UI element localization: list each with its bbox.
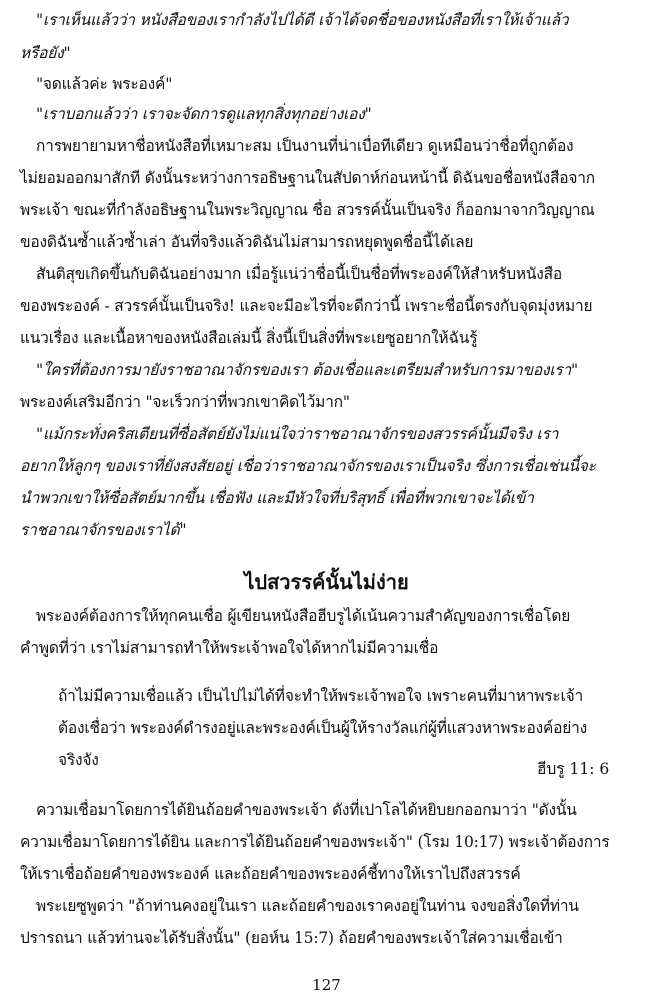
body-line: ของพระองค์ - สวรรค์นั้นเป็นจริง! และจะมีอะไรที่จะดีกว่านี้ เพราะชื่อนี้ตรงกับจุดมุ่งหมาย <box>20 297 593 315</box>
body-line: แนวเรื่อง และเนื้อหาของหนังสือเล่มนี้ สิ่งนี้เป็นสิ่งที่พระเยซูอยากให้ฉันรู้ <box>20 329 478 347</box>
body-line: คำพูดที่ว่า เราไม่สามารถทำให้พระเจ้าพอใจได้หากไม่มีความเชื่อ <box>20 639 439 657</box>
body-line: พระองค์ต้องการให้ทุกคนเชื่อ ผู้เขียนหนังสือฮีบรูได้เน้นความสำคัญของการเชื่อโดย <box>36 607 571 625</box>
body-line: พระเยซูพูดว่า "ถ้าท่านคงอยู่ในเรา และถ้อยคำของเราคงอยู่ในท่าน จงขอสิ่งใดที่ท่าน <box>36 897 579 915</box>
dialogue-line: "ใครที่ต้องการมายังราชอาณาจักรของเรา ต้องเชื่อและเตรียมสำหรับการมาของเรา" <box>36 361 578 379</box>
dialogue-line: "เราบอกแล้วว่า เราจะจัดการดูแลทุกสิ่งทุกอย่างเอง" <box>36 105 372 123</box>
body-line: ปรารถนา แล้วท่านจะได้รับสิ่งนั้น" (ยอห์น 15:7) ถ้อยคำของพระเจ้าใส่ความเชื่อเข้า <box>20 929 563 947</box>
body-line: สันติสุขเกิดขึ้นกับดิฉันอย่างมาก เมื่อรู้แน่ว่าชื่อนี้เป็นชื่อที่พระองค์ให้สำหรับหนังสือ <box>36 265 562 283</box>
dialogue-line: หรือยัง" <box>20 44 71 62</box>
scripture-quote-line: ถ้าไม่มีความเชื่อแล้ว เป็นไปไม่ได้ที่จะทำให้พระเจ้าพอใจ เพราะคนที่มาหาพระเจ้า <box>58 687 584 705</box>
page-number: 127 <box>312 976 341 994</box>
body-line: ความเชื่อมาโดยการได้ยิน และการได้ยินถ้อยคำของพระเจ้า" (โรม 10:17) พระเจ้าต้องการ <box>20 833 610 851</box>
scripture-quote-line: ต้องเชื่อว่า พระองค์ดำรงอยู่และพระองค์เป็นผู้ให้รางวัลแก่ผู้ที่แสวงหาพระองค์อย่าง <box>58 719 587 737</box>
dialogue-line: ราชอาณาจักรของเราได้" <box>20 521 187 539</box>
body-line: ไม่ยอมออกมาสักที ดังนั้นระหว่างการอธิษฐานในสัปดาห์ก่อนหน้านี้ ดิฉันขอชื่อหนังสือจาก <box>20 169 595 187</box>
body-line: ของดิฉันซ้ำแล้วซ้ำเล่า อันที่จริงแล้วดิฉันไม่สามารถหยุดพูดชื่อนี้ได้เลย <box>20 233 474 251</box>
body-line: พระองค์เสริมอีกว่า "จะเร็วกว่าที่พวกเขาคิดไว้มาก" <box>20 393 350 411</box>
body-line: ให้เราเชื่อถ้อยคำของพระองค์ และถ้อยคำของพระองค์ชี้ทางให้เราไปถึงสวรรค์ <box>20 865 521 883</box>
scripture-reference: ฮีบรู 11: 6 <box>537 760 610 778</box>
body-line: ความเชื่อมาโดยการได้ยินถ้อยคำของพระเจ้า ดังที่เปาโลได้หยิบยกออกมาว่า "ดังนั้น <box>36 801 577 819</box>
dialogue-line: "แม้กระทั่งคริสเตียนที่ซื่อสัตย์ยังไม่แน่ใจว่าราชอาณาจักรของสวรรค์นั้นมีจริง เรา <box>36 425 559 443</box>
body-line: พระเจ้า ขณะที่กำลังอธิษฐานในพระวิญญาณ ชื่อ สวรรค์นั้นเป็นจริง ก็ออกมาจากวิญญาณ <box>20 201 595 219</box>
dialogue-line: นำพวกเขาให้ซื่อสัตย์มากขึ้น เชื่อฟัง และมีหัวใจที่บริสุทธิ์ เพื่อที่พวกเขาจะได้เข้า <box>20 489 534 507</box>
dialogue-line: อยากให้ลูกๆ ของเราที่ยังสงสัยอยู่ เชื่อว่าราชอาณาจักรของเราเป็นจริง ซึ่งการเชื่อเช่นนี้จะ <box>20 457 596 475</box>
body-line: การพยายามหาชื่อหนังสือที่เหมาะสม เป็นงานที่น่าเบื่อทีเดียว ดูเหมือนว่าชื่อที่ถูกต้อง <box>36 137 574 155</box>
dialogue-line: "จดแล้วค่ะ พระองค์" <box>36 75 173 93</box>
scripture-quote-line: จริงจัง <box>58 751 99 769</box>
dialogue-line: "เราเห็นแล้วว่า หนังสือของเรากำลังไปได้ดี เจ้าได้จดชื่อของหนังสือที่เราให้เจ้าแล้ว <box>36 11 569 29</box>
section-heading: ไปสวรรค์นั้นไม่ง่าย <box>244 570 409 594</box>
